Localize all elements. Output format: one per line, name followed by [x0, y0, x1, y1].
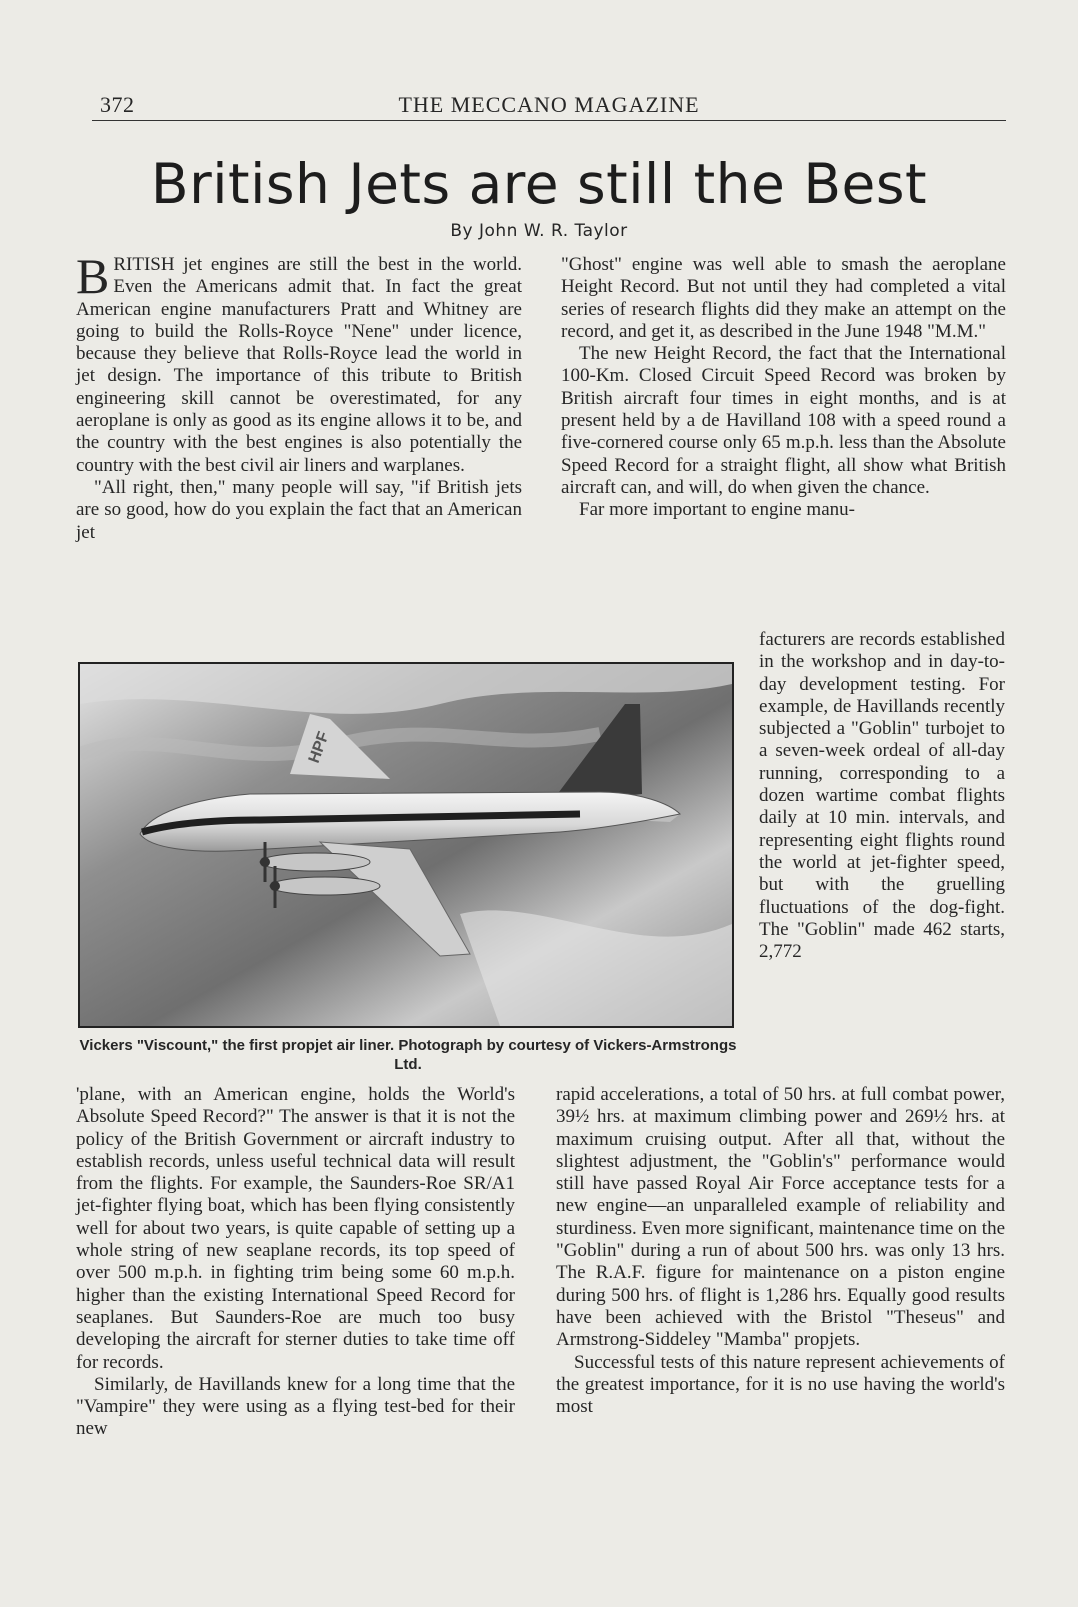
paragraph: rapid accelerations, a total of 50 hrs. at full combat power, 39½ hrs. at maximum climbing power and 269½ hrs. at maximum cruising output. After all that, without the slightest adjustment, the "Goblin's" performance would still have passed Royal Air Force acceptance tests for a new engine—an unparalleled example of reliability and sturdiness. Even more significant, maintenance time on the "Goblin" during a run of about 500 hrs. was only 13 hrs. The R.A.F. figure for maintenance on a piston engine during 500 hrs. of flight is 1,286 hrs. Equally good results have been achieved with the Bristol "Theseus" and Armstrong-Siddeley "Mamba" propjets. [556, 1084, 1006, 1351]
aircraft-photo [78, 662, 734, 1028]
paragraph: Similarly, de Havillands knew for a long time that the "Vampire" they were using as a flying test-bed for their new [76, 1373, 515, 1440]
paragraph: "Ghost" engine was well able to smash the aeroplane Height Record. But not until they had completed a vital series of research flights did they make an attempt on the record, and get it, as described in the June 1948 "M.M." [561, 254, 1006, 342]
column-2-top [561, 254, 1006, 522]
column-2-bottom [556, 1084, 1005, 1418]
page-header [92, 90, 1006, 121]
page-number: 372 [100, 92, 135, 117]
column-2-side [759, 629, 1005, 963]
paragraph: 'plane, with an American engine, holds the World's Absolute Speed Record?" The answer is that it is not the policy of the British Government or aircraft industry to establish records, unless useful technical data will result from the flights. For example, the Saunders-Roe SR/A1 jet-fighter flying boat, which has been flying consistently well for about two years, is quite capable of setting up a whole string of new seaplane records, its top speed of over 500 m.p.h. in fighting trim being some 60 m.p.h. higher than the existing International Speed Record for seaplanes. But Saunders-Roe are much too busy developing the aircraft for sterner duties to take time off for records. [76, 1084, 515, 1373]
paragraph: Far more important to engine manu- [579, 499, 855, 521]
paragraph: The new Height Record, the fact that the International 100-Km. Closed Circuit Speed Record was broken by British aircraft four times in eight months, and is at present held by a de Havilland 108 with a speed round a five-cornered course only 65 m.p.h. less than the Absolute Speed Record for a straight flight, all show what British aircraft can, and will, do when given the chance. [561, 343, 1006, 498]
photo-caption: Vickers "Viscount," the first propjet air liner. Photograph by courtesy of Vickers-Armstrongs Ltd. [79, 1037, 737, 1073]
aircraft-marking: HPF [305, 729, 333, 766]
column-1-top [76, 248, 522, 544]
paragraph: BRITISH jet engines are still the best in the world. Even the Americans admit that. In fact the great American engine manufacturers Pratt and Whitney are going to build the Rolls-Royce "Nene" under licence, because they believe that Rolls-Royce lead the world in jet design. The importance of this tribute to British engineering skill cannot be overestimated, for any aeroplane is only as good as its engine allows it to be, and the country with the best engines is also potentially the country with the best civil air liners and warplanes. [76, 248, 522, 476]
magazine-title: THE MECCANO MAGAZINE [398, 92, 700, 117]
paragraph: facturers are records established in the workshop and in day-to-day development testing. For example, de Havillands recently subjected a "Goblin" turbojet to a seven-week ordeal of all-day running, corresponding to a dozen wartime combat flights daily at 10 min. intervals, and representing eight flights round the world at jet-fighter speed, but with the gruelling fluctuations of the dog-fight. The "Goblin" made 462 starts, 2,772 [759, 629, 1005, 963]
viscount-airliner-illustration [80, 664, 732, 1026]
article-byline: By John W. R. Taylor [450, 221, 628, 241]
article-title: British Jets are still the Best [150, 152, 928, 216]
drop-cap: B [76, 248, 110, 304]
column-1-bottom [76, 1084, 515, 1441]
paragraph: "All right, then," many people will say, "if British jets are so good, how do you explain the fact that an American jet [76, 476, 522, 543]
paragraph: Successful tests of this nature represent achievements of the greatest importance, for it is no use having the world's most [556, 1351, 1005, 1418]
